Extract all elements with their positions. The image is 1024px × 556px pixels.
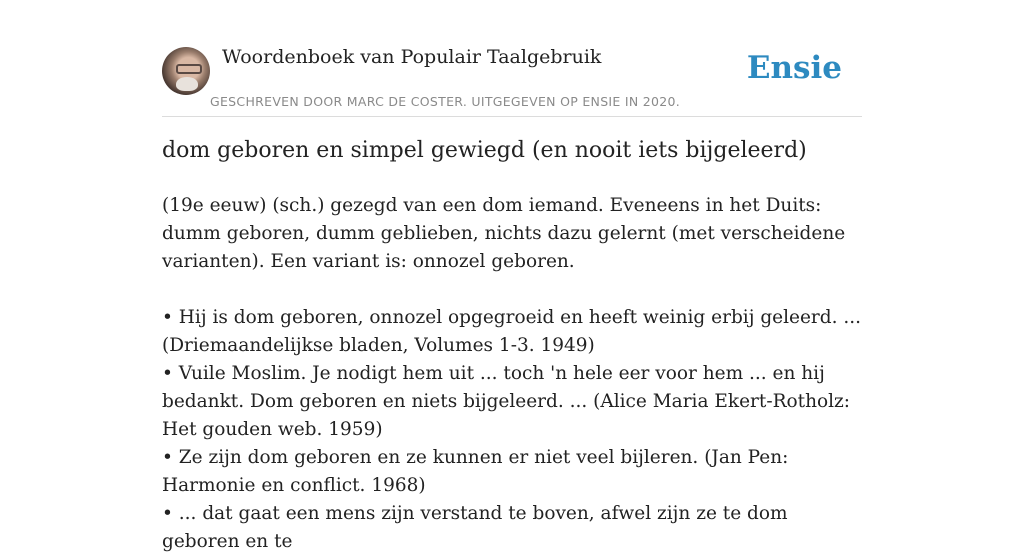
entry-title: dom geboren en simpel gewiegd (en nooit iets bijgeleerd): [162, 138, 807, 163]
example-item: • Vuile Moslim. Je nodigt hem uit ... toch 'n hele eer voor hem ... en hij bedankt. Dom geboren en niets bijgeleerd. ... (Alice Maria Ekert-Rotholz: Het gouden web. 1959): [162, 363, 851, 440]
example-item: • ... dat gaat een mens zijn verstand te boven, afwel zijn ze te dom geboren en te: [162, 503, 788, 552]
site-header: [162, 44, 862, 117]
beard-shape: [176, 77, 198, 91]
glasses-shape: [176, 64, 202, 74]
example-item: • Ze zijn dom geboren en ze kunnen er niet veel bijleren. (Jan Pen: Harmonie en conflict. 1968): [162, 447, 789, 496]
ensie-logo-link[interactable]: Ensie: [746, 50, 842, 86]
example-item: • Hij is dom geboren, onnozel opgegroeid en heeft weinig erbij geleerd. ... (Driemaandelijkse bladen, Volumes 1-3. 1949): [162, 307, 862, 356]
byline: GESCHREVEN DOOR MARC DE COSTER. UITGEGEVEN OP ENSIE IN 2020.: [210, 94, 681, 109]
author-avatar[interactable]: [162, 47, 210, 95]
paragraph-spacer: [162, 276, 862, 304]
dictionary-title[interactable]: Woordenboek van Populair Taalgebruik: [222, 46, 602, 68]
entry-content: [162, 192, 862, 556]
definition-text: (19e eeuw) (sch.) gezegd van een dom iemand. Eveneens in het Duits: dumm geboren, dumm geblieben, nichts dazu gelernt (met verscheidene varianten). Een variant is: onnozel geboren.: [162, 195, 846, 272]
